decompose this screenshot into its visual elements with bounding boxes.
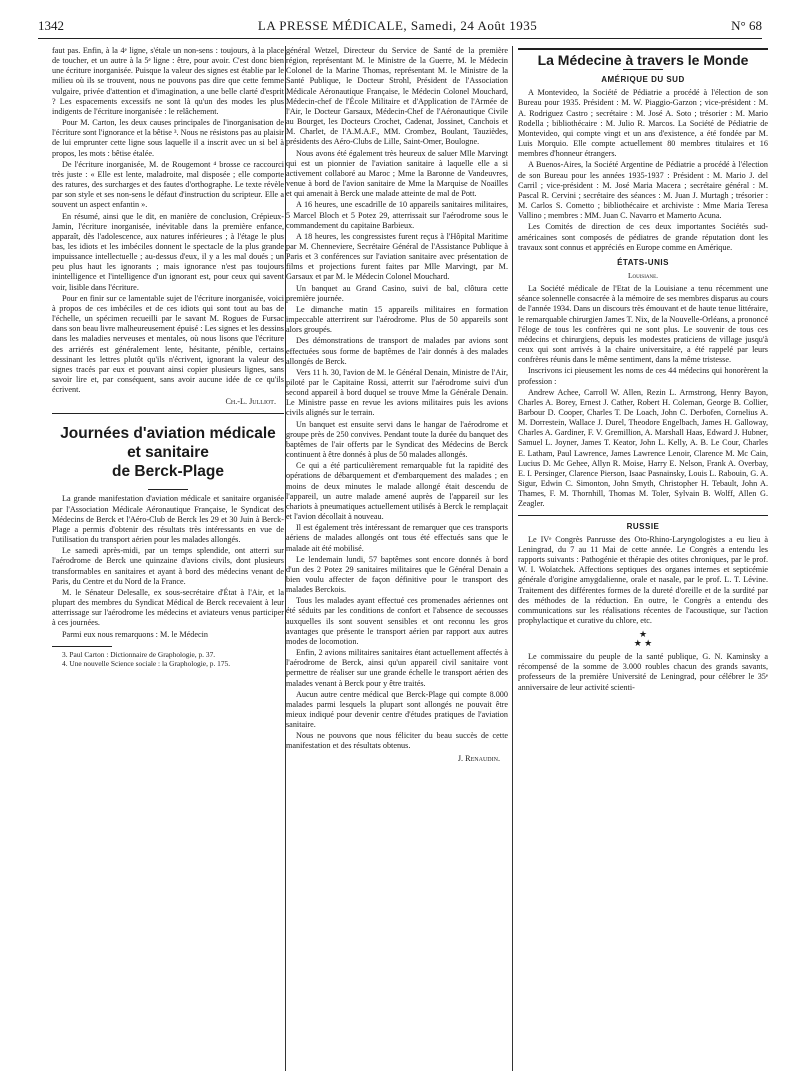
title-line: et sanitaire (127, 444, 209, 462)
aviation-paragraph: Tous les malades ayant effectué ces promenades aériennes ont été séduits par les conditions de confort et l'absence de secousses auxquelles ils sont souvent sensibles et ont reconnu les gros avantages que présente le transport aérien par rapport aux autres modes de locomotion. (286, 596, 508, 646)
article-separator (52, 413, 284, 414)
issue-number: N° 68 (731, 18, 762, 33)
column-divider (512, 46, 513, 1071)
graphology-paragraph: faut pas. Enfin, à la 4ᵉ ligne, s'étale un non-sens : toujours, à la place de toucher, et un autre à la 5ᵉ ligne : être, pour avoir. C'est donc bien une écriture inorganisée. Puisque la valeur des signes est établie par le milieu où ils se trouvent, nous ne pouvons pas dire que cette femme vulgaire, privée d'attention et d'imagination, a une belle clarté d'esprit ? Les espacements excessifs ne sont là qu'un des modes les plus indigents de l'écriture inorganisée : le relâchement. (52, 46, 284, 116)
aviation-paragraph: Le lendemain lundi, 57 baptêmes sont encore donnés à bord d'un des 2 Potez 29 sanitaires militaires que le Général Denain a bien voulu affecter de façon définitive pour le transport des malades Berckois. (286, 554, 508, 595)
aviation-paragraph: Ce qui a été particulièrement remarquable fut la rapidité des opérations de débarquement et d'embarquement des malades ; en moins de deux minutes le malade allongé était descendu de l'appareil, un autre malade amené auprès de l'appareil sur les chariots à pneumatiques actuellement utilisés à Berck le remplaçait et l'avion décollait à nouveau. (286, 461, 508, 522)
aviation-paragraph: La grande manifestation d'aviation médicale et sanitaire organisée par l'Association Médicale Aéronautique Française, le Syndicat des Médecins de Berck et l'Aéro-Club de Berck les 29 et 30 Juin à Berck-Plage a permis d'obtenir des résultats très intéressants en vue de l'utilisation du transport aérien pour les malades allongés. (52, 494, 284, 545)
aviation-paragraph: Vers 11 h. 30, l'avion de M. le Général Denain, Ministre de l'Air, piloté par le Capitaine Rossi, atterrit sur l'aérodrome suivi d'un second appareil à bord duquel se trouve Mme la Générale Denain. Le Ministre passe en revue les avions militaires puis les avions civils alignés sur le terrain. (286, 367, 508, 418)
article-title (52, 424, 284, 481)
section-separator (518, 515, 768, 516)
graphology-paragraph: De l'écriture inorganisée, M. de Rougemont ⁴ brosse ce raccourci très juste : « Elle est lente, maladroite, mal disposée ; elle comporte des ratures, des surcharges et des fautes d'orthographe. Le texte révèle par son style et ses non-sens le défaut d'instruction du scripteur. Elle a souvent un aspect enfantin ». (52, 159, 284, 210)
subheading-etats-unis: ÉTATS-UNIS (617, 257, 669, 267)
aviation-paragraph: Un banquet est ensuite servi dans le hangar de l'aérodrome et groupe près de 250 convives. Pendant toute la durée du banquet des baptêmes de l'air offerts par le Syndicat des Médecins de Berck continuent à être donnés à plus de 50 malades allongés. (286, 419, 508, 460)
aviation-paragraph: Le dimanche matin 15 appareils militaires en formation impeccable atterrirent sur l'aérodrome. Plus de 50 appareils sont alors groupés. (286, 304, 508, 335)
section-rule (623, 69, 663, 70)
author-signature: J. Renaudin. (457, 753, 500, 763)
aviation-paragraph: général Wetzel, Directeur du Service de Santé de la première région, représentant M. le Ministre de la Guerre, M. le Médecin Colonel de la Marine Thomas, représentant M. le Ministre de la Santé Publique, le Docteur Strohl, Président de l'Association Médicale Aéronautique Française, le Médecin Colonel Mouchard, Médecin-chef de l'École Militaire et d'Application de l'Armée de l'Air, le Docteur Garsaux, Médecin-Chef de l'Aéronautique Civile au Bourget, les Docteurs Crochet, Cadenat, Jossinet, Canchois et M. Charlet, de l'A.M.A.F., MM. Crombez, Boulant, Tauzièdes, présidents des Aéro-Clubs de Lille, Saint-Omer, Boulogne. (286, 46, 508, 147)
aviation-paragraph: Aucun autre centre médical que Berck-Plage qui compte 8.000 malades parmi lesquels la plupart sont allongés ne pouvait être mieux indiqué pour devenir centre d'études pratiques de l'aviation sanitaire. (286, 689, 508, 730)
journal-title: LA PRESSE MÉDICALE, Samedi, 24 Août 1935 (257, 18, 538, 33)
title-line: de Berck-Plage (112, 463, 224, 481)
names-list: Andrew Achee, Carroll W. Allen, Rezin L. Armstrong, Henry Bayon, Charles A. Borey, Ernest J. Cather, Robert H. Coleman, George B. Collier, Barbour D. Cooper, Charles T. De Loach, John C. Derbofen, Cornelius A. M. Dorrestein, Wallace J. Durel, Theodore Engelbach, James H. Galloway, Charles A. Gardiner, F. V. Gremillion, A. Marshall Haas, Edward J. Hubner, Samuel L. Joyner, James T. Keator, John L. Kelly, A. B. Le Cour, Charles E. Latham, Paul Lawrence, James Lawrence Lenoir, Clarence M. Mc Cain, Lucius D. Mc Gehee, Allyn R. Moise, Harry E. Nelson, Frank A. Overbay, E. I. Persinger, Clarence Pierson, Isaac Pasnainsky, Louis L. Rabouin, G. A. Sigur, Edwin C. Simonton, John Smyth, Christopher H. Tebault, John A. Thames, F. M. Thornhill, Thomas M. Toler, Sylvain B. Wolff, Allen G. Zeagler. (518, 387, 768, 509)
news-paragraph: Les Comités de direction de ces deux importantes Sociétés sud-américaines sont composés de pédiatres de grande réputation dont les travaux sont connus et appréciés en Europe comme en Amérique. (518, 222, 768, 252)
aviation-paragraph: A 18 heures, les congressistes furent reçus à l'Hôpital Maritime par M. Chenneviere, Secrétaire Général de l'Assistance Publique à Paris et 3 conférences sur l'aviation sanitaire avec présentation de films et projections furent faites par Mlle Marvingt, par M. Garsaux et par M. le Médecin Colonel Mouchard. (286, 231, 508, 282)
title-rule (148, 489, 188, 490)
subheading-amerique: AMÉRIQUE DU SUD (601, 75, 685, 85)
aviation-paragraph: A 16 heures, une escadrille de 10 appareils sanitaires militaires, 5 Marcel Bloch et 5 Potez 29, atterrissait sur l'aérodrome sous le commandement du capitaine Barbieux. (286, 200, 508, 230)
author-signature: Ch.-L. Julliot. (225, 397, 276, 407)
news-paragraph: A Buenos-Aires, la Société Argentine de Pédiatrie a procédé à l'élection de son Bureau pour les années 1935-1937 : Président : M. Mario J. del Carril ; vice-président : M. José Maria Macera ; secrétaire général : M. Pascal R. Cervini ; secrétaire des séances : M. Juan J. Murtagh ; trésorier : M. Carlos S. Cometto ; bibliothécaire et archiviste : Mme Maria Teresa Vallino ; membres : MM. Juan C. Navarro et Mamerto Acuna. (518, 160, 768, 221)
graphology-paragraph: En résumé, ainsi que le dit, en manière de conclusion, Crépieux-Jamin, l'écriture inorganisée, inévitable dans la première enfance, apparaît, dès l'adolescence, aux natures inférieures ; à l'étage le plus bas, les idiots et les imbéciles donnent le spectacle de la plus grande impuissance intellectuelle ; au-dessus d'eux, il y a les mal doués ; un peu plus haut les ignorants ; mais ignorance n'est pas toujours inintelligence et l'intelligence d'un ignorant est, pour ceux qui savent voir, lisible dans l'écriture. (52, 211, 284, 292)
aviation-paragraph: Nous ne pouvons que nous féliciter du beau succès de cette manifestation et des résultats obtenus. (286, 731, 508, 751)
aviation-paragraph: Le samedi après-midi, par un temps splendide, ont atterri sur l'aérodrome de Berck une quinzaine d'avions civils, dont plusieurs transformables en sanitaires et ayant à bord des médecins venant de Paris, du Centre et du Nord de la France. (52, 546, 284, 586)
aviation-paragraph: Nous avons été également très heureux de saluer Mlle Marvingt qui est un pionnier de l'aviation sanitaire à laquelle elle a si activement collaboré au Maroc ; Mme la Baronne de Vandeuvres, venue à bord de l'avion sanitaire de Mme la Marquise de Noailles et qui amenait à Berck une malade atteinte de mal de Pott. (286, 148, 508, 199)
column-1 (52, 46, 284, 1076)
stars-ornament: ★ ★ ★ (633, 629, 653, 649)
aviation-paragraph: Des démonstrations de transport de malades par avions sont effectuées sous forme de baptêmes de l'air donnés à des malades allongés de Berck. (286, 336, 508, 366)
title-line: Journées d'aviation médicale (60, 425, 276, 443)
news-paragraph: La Société médicale de l'Etat de la Louisiane a tenu récemment une séance solennelle consacrée à la mémoire de ses membres disparus au cours de l'année 1934. Dans un discours très émouvant et de haute tenue littéraire, le remarquable chirurgien James T. Nix, de la Nouvelle-Orléans, a prononcé l'éloge de tous les confrères qui ne sont plus. Le souvenir de tous ces médecins et chirurgiens, depuis les modestes praticiens de village jusqu'à ceux qui sont arrivés à la chaire universitaire, a été rappelé par leurs confrères réunis dans le même sentiment, dans la même tristesse. (518, 284, 768, 365)
subheading-russie: RUSSIE (626, 521, 660, 531)
header-rule (38, 38, 762, 39)
footnote: 3. Paul Carton : Dictionnaire de Graphologie, p. 37. (62, 649, 216, 659)
column-2 (286, 46, 508, 1076)
aviation-paragraph: M. le Sénateur Delesalle, ex sous-secrétaire d'État à l'Air, et la plupart des membres du Syndicat Médical de Berck recevaient à leur atterrissage sur l'aérodrome les médecins et aviateurs venus participer à ces journées. (52, 587, 284, 628)
news-paragraph: A Montevideo, la Société de Pédiatrie a procédé à l'élection de son Bureau pour 1935. Président : M. W. Piaggio-Garzon ; vice-président : M. A. Rodriguez Castro ; secrétaire : M. José A. Soto ; trésorier : M. Mario Rodella ; bibliothécaire : M. Julio R. Marcos. La Société de Pédiatrie de Montevideo, qui compte vingt et un ans d'existence, a été fondée par M. Luis Morquio. Elle compte actuellement 80 membres titulaires et 16 membres d'honneur étrangers. (518, 88, 768, 159)
footnote-rule (52, 646, 112, 647)
page-number: 1342 (38, 18, 64, 33)
section-top-rule (518, 48, 768, 50)
graphology-paragraph: Pour en finir sur ce lamentable sujet de l'écriture inorganisée, voici à propos de ces imbéciles et de ces idiots qui sont tout au bas de l'échelle, un spécimen recueilli par le savant M. Rogues de Fursac dans son beau livre malheureusement épuisé : Les signes et les dessins dans les maladies nerveuses et mentales, où nous lisons que l'écriture des arriérés est généralement lente, hésitante, pénible, certains dessinant les lettres plutôt qu'ils n'écrivent, ignorant la valeur des signes tracés par eux et pouvant ainsi copier plusieurs lignes, sans savoir lire et, par conséquent, sans avoir aucune idée de ce qu'ils écrivent. (52, 293, 284, 395)
section-title: La Médecine à travers le Monde (537, 52, 749, 68)
graphology-paragraph: Pour M. Carton, les deux causes principales de l'inorganisation de l'écriture sont l'ignorance et la bêtise ³. Nous ne résistons pas au plaisir de lui emprunter cette ligne sous laquelle il a inscrit avec un si bel à propos, les mots : bêtise étalée. (52, 118, 284, 158)
aviation-paragraph: Enfin, 2 avions militaires sanitaires étant actuellement affectés à l'aérodrome de Berck, ainsi qu'un appareil civil sanitaire vont permettre de réaliser sur une grande échelle le transport aérien des malades venant à Berck pour y être traités. (286, 648, 508, 688)
footnote: 4. Une nouvelle Science sociale : la Graphologie, p. 175. (62, 658, 231, 668)
aviation-paragraph: Parmi eux nous remarquons : M. le Médecin (62, 629, 208, 639)
news-paragraph: Le IVᵉ Congrès Panrusse des Oto-Rhino-Laryngologistes a eu lieu à Leningrad, du 7 au 11 Mai de cette année. Le Congrès a entendu les rapports suivants : Pathogénie et thérapie des otites chroniques, par le prof. W. I. Woïatchek. Affections septiques des organes internes et septicémie générale d'origine amygdalienne, orale et nasale, par le prof. L. T. Lévine. Traitement des différentes formes de la dureté d'oreille et de la surdité par des méthodes de la réduction. En outre, le Congrès a entendu des communications sur les réalisations récentes de l'acoustique, sur l'action prophylactique et curative du chlore, etc. (518, 534, 768, 625)
news-paragraph: Le commissaire du peuple de la santé publique, G. N. Kaminsky a récompensé de la somme de 3.000 roubles chacun des grands savants, professeurs de la première Université de Leningrad, pour célébrer le 35ᵉ anniversaire de leur activité scienti- (518, 652, 768, 692)
aviation-paragraph: Un banquet au Grand Casino, suivi de bal, clôtura cette première journée. (286, 283, 508, 303)
page-header (38, 18, 762, 36)
aviation-paragraph: Il est également très intéressant de remarquer que ces transports aériens de malades allongés ont tous été effectués sans que le malade ait été mobilisé. (286, 523, 508, 553)
subheading-louisiane: Louisiane. (627, 270, 659, 280)
news-paragraph: Inscrivons ici pieusement les noms de ces 44 médecins qui honorèrent la profession : (518, 366, 768, 386)
column-3 (518, 46, 768, 1076)
